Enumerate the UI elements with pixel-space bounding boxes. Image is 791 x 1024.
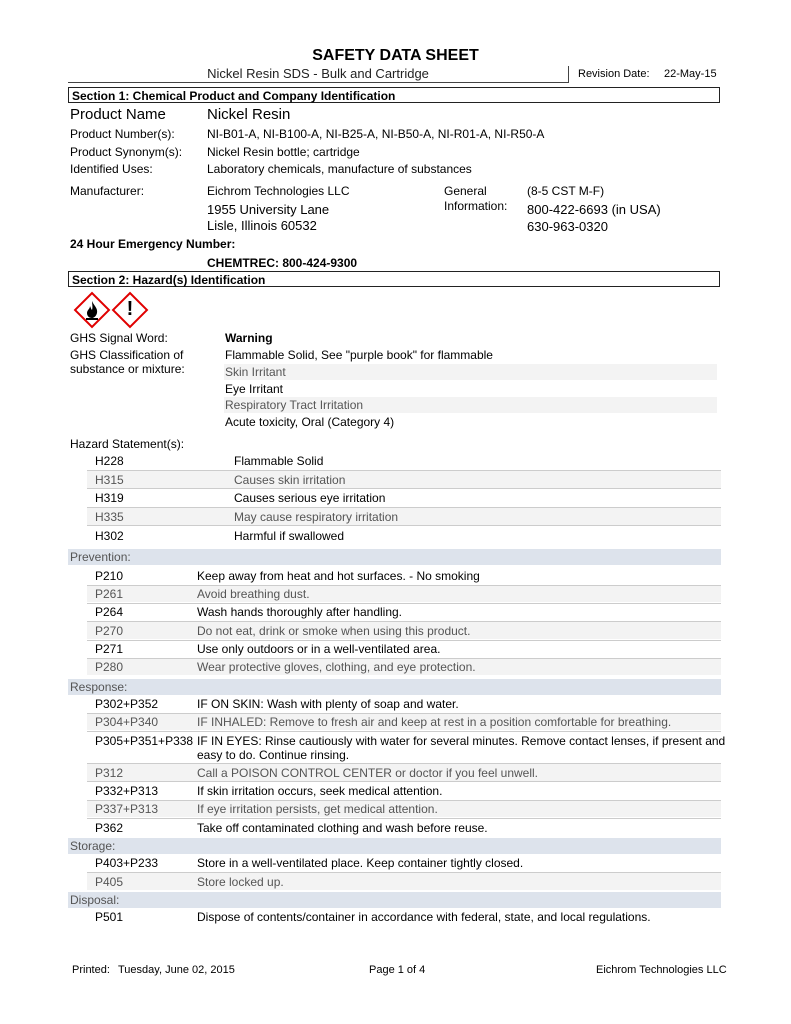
information-label: Information: [444,199,508,213]
storage-text: Store in a well-ventilated place. Keep container tightly closed. [197,856,524,870]
response-code: P312 [95,766,124,780]
storage-band [68,838,721,854]
hazard-text: May cause respiratory irritation [234,510,399,524]
phone-secondary: 630-963-0320 [527,219,608,234]
general-label: General [444,184,487,198]
disposal-band [68,892,721,908]
prevention-text: Do not eat, drink or smoke when using this product. [197,624,471,638]
printed-label: Printed: [72,964,110,976]
product-number: NI-B01-A, NI-B100-A, NI-B25-A, NI-B50-A, NI-R01-A, NI-R50-A [207,127,545,141]
response-text: IF ON SKIN: Wash with plenty of soap and water. [197,697,459,711]
response-text: IF INHALED: Remove to fresh air and keep at rest in a position comfortable for breathing. [197,715,672,729]
response-code: P362 [95,821,124,835]
hazard-statements-label: Hazard Statement(s): [70,437,185,451]
disposal-code: P501 [95,910,124,924]
prevention-code: P261 [95,587,124,601]
response-code: P332+P313 [95,784,159,798]
response-code: P304+P340 [95,715,159,729]
document-subtitle: Nickel Resin SDS - Bulk and Cartridge [68,66,569,83]
hazard-code: H228 [95,454,124,468]
response-text-continued: easy to do. Continue rinsing. [197,748,350,762]
document-title: SAFETY DATA SHEET [312,47,479,64]
section-2-heading: Section 2: Hazard(s) Identification [68,271,720,287]
manufacturer-city: Lisle, Illinois 60532 [207,218,317,233]
prevention-text: Keep away from heat and hot surfaces. - No smoking [197,569,480,583]
synonym-label: Product Synonym(s): [70,145,183,159]
phone-usa: 800-422-6693 (in USA) [527,202,661,217]
prevention-label: Prevention: [70,550,131,564]
classification-label-line2: substance or mixture: [70,362,185,376]
prevention-text: Wear protective gloves, clothing, and eye protection. [197,660,476,674]
prevention-text: Use only outdoors or in a well-ventilated area. [197,642,441,656]
response-code: P305+P351+P338 [95,734,194,748]
response-text: If skin irritation occurs, seek medical attention. [197,784,443,798]
classification-item: Acute toxicity, Oral (Category 4) [225,415,395,429]
product-name-label: Product Name [70,106,166,123]
storage-text: Store locked up. [197,875,284,889]
hazard-code: H319 [95,491,124,505]
response-label: Response: [70,680,128,694]
footer-company: Eichrom Technologies LLC [596,964,727,976]
prevention-code: P280 [95,660,124,674]
hazard-code: H302 [95,529,124,543]
synonym: Nickel Resin bottle; cartridge [207,145,360,159]
prevention-code: P271 [95,642,124,656]
response-band [68,679,721,695]
classification-item: Respiratory Tract Irritation [225,398,364,412]
classification-item: Skin Irritant [225,365,286,379]
response-text: Take off contaminated clothing and wash before reuse. [197,821,488,835]
disposal-text: Dispose of contents/container in accordance with federal, state, and local regulations. [197,910,651,924]
hazard-code: H315 [95,473,124,487]
response-text: Call a POISON CONTROL CENTER or doctor if you feel unwell. [197,766,538,780]
hazard-text: Flammable Solid [234,454,324,468]
signal-word-label: GHS Signal Word: [70,331,168,345]
prevention-text: Wash hands thoroughly after handling. [197,605,403,619]
product-number-label: Product Number(s): [70,127,175,141]
prevention-text: Avoid breathing dust. [197,587,310,601]
hazard-text: Harmful if swallowed [234,529,345,543]
storage-code: P403+P233 [95,856,159,870]
prevention-code: P210 [95,569,124,583]
classification-item: Flammable Solid, See "purple book" for flammable [225,348,493,362]
classification-label-line1: GHS Classification of [70,348,184,362]
emergency-label: 24 Hour Emergency Number: [70,237,236,251]
signal-word: Warning [225,331,273,345]
hazard-text: Causes skin irritation [234,473,346,487]
storage-label: Storage: [70,839,116,853]
storage-code: P405 [95,875,124,889]
disposal-label: Disposal: [70,893,120,907]
product-name: Nickel Resin [207,106,291,123]
prevention-band [68,549,721,565]
manufacturer-street: 1955 University Lane [207,202,330,217]
manufacturer-name: Eichrom Technologies LLC [207,184,350,198]
classification-item: Eye Irritant [225,382,284,396]
response-code: P302+P352 [95,697,159,711]
prevention-code: P270 [95,624,124,638]
manufacturer-label: Manufacturer: [70,184,145,198]
uses: Laboratory chemicals, manufacture of substances [207,162,472,176]
flame-pictogram-icon [72,290,112,330]
hazard-text: Causes serious eye irritation [234,491,386,505]
response-text: IF IN EYES: Rinse cautiously with water for several minutes. Remove contact lenses, if present and [197,734,726,748]
uses-label: Identified Uses: [70,162,153,176]
printed-date: Tuesday, June 02, 2015 [118,964,235,976]
emergency-number: CHEMTREC: 800-424-9300 [207,256,358,270]
hazard-code: H335 [95,510,124,524]
page-number: Page 1 of 4 [369,964,426,976]
response-code: P337+P313 [95,802,159,816]
revision-date-label: Revision Date: [578,68,650,80]
office-hours: (8-5 CST M-F) [527,184,605,198]
prevention-code: P264 [95,605,124,619]
response-text: If eye irritation persists, get medical attention. [197,802,438,816]
revision-date: 22-May-15 [664,68,717,80]
exclamation-pictogram-icon: ! [110,290,150,330]
section-1-heading: Section 1: Chemical Product and Company Identification [68,87,720,103]
